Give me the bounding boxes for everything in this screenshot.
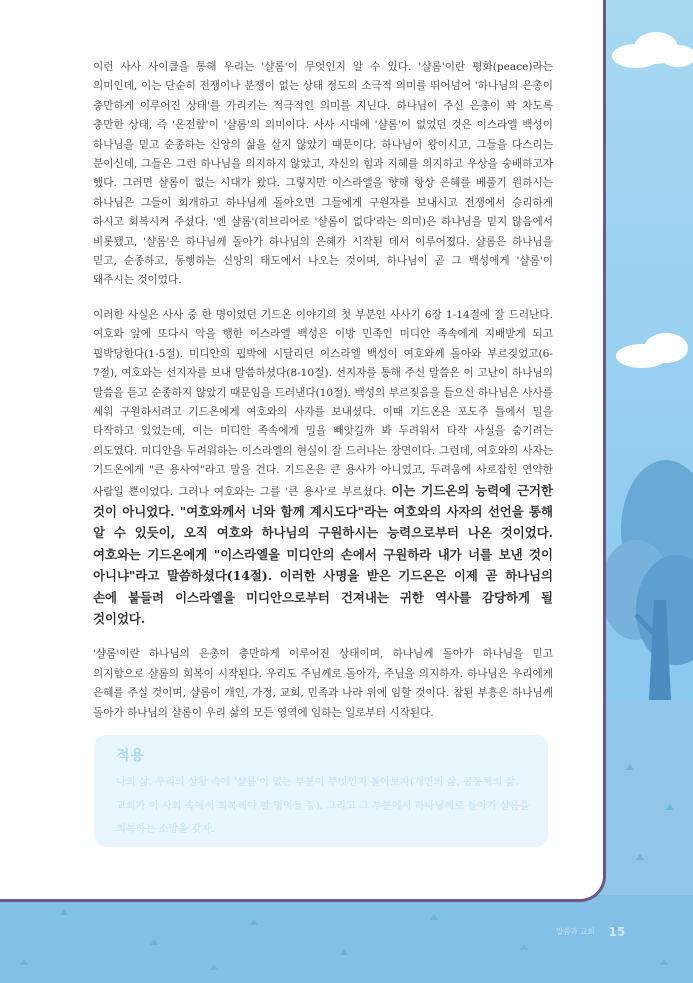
paragraph: 이런 사사 사이클을 통해 우리는 '샬롬'이 무엇인지 알 수 있다. '샬롬'이란 평화(peace)라는 의미인데, 이는 단순히 전쟁이나 분쟁이 없는 상태 정도의 소극적 의미를 뛰어넘어 '하나님의 은총이 충만하게 이루어진 상태'를 가리키는 적극적인 의미를 지닌다. 하나님이 주신 은총이 꽉 차도록 충만한 상태, 즉 '온전함'이 '샬롬'의 의미이다. 사사 시대에 '샬롬'이 없었던 것은 이스라엘 백성이 하나님을 믿고 순종하는 신앙의 삶을 살지 않았기 때문이다. 하나님이 왕이시고, 그들을 다스리는 분이신데, 그들은 그런 하나님을 의지하지 않았고, 자신의 힘과 지혜를 의지하고 우상을 숭배하고자 했다. 그러면 샬롬이 없는 시대가 왔다. 그렇지만 이스라엘을 향해 항상 은혜를 베풀기 원하시는 하나님은 그들이 회개하고 하나님께 돌아오면 그들에게 구원자를 보내시고 전쟁에서 승리하게 하시고 회복시켜 주셨다. '엔 샬롬'(히브리어로 '샬롬이 없다'라는 의미)은 하나님을 믿지 않음에서 비롯됐고, '샬롬'은 하나님께 돌아가 하나님의 은혜가 시작된 데서 이루어졌다. 샬롬은 하나님을 믿고, 순종하고, 동행하는 신앙의 태도에서 나오는 것이며, 하나님이 곧 그 백성에게 '샬롬'이 돼주시는 것이었다. (93, 61, 553, 287)
page-footer (556, 921, 625, 940)
paragraph-text: 이러한 사실은 사사 중 한 명이었던 기드온 이야기의 첫 부분인 사사기 6장 1-14절에 잘 드러난다. 여호와 앞에 또다시 악을 행한 이스라엘 백성은 이방 민족인 미디안 족속에게 지배받게 되고 핍박당한다(1-5절). 미디안의 핍박에 시달리던 이스라엘 백성이 여호와께 돌아와 부르짖었고(6-7절), 여호와는 선지자를 보내 말씀하셨다(8-10절). 선지자를 통해 주신 말씀은 이 고난이 하나님의 말씀을 듣고 순종하지 않았기 때문임을 드러낸다(10절). 백성의 부르짖음을 들으신 하나님은 사사를 세워 구원하시려고 기드온에게 여호와의 사자를 보내셨다. 이때 기드온은 포도주 틀에서 밀을 타작하고 있었는데, 이는 미디안 족속에게 밀을 빼앗길까 봐 두려워서 타작 사실을 숨기려는 의도였다. 미디안을 두려워하는 이스라엘의 현실이 잘 드러나는 장면이다. 그런데, 여호와의 사자는 기드온에게 "큰 용사여"라고 말을 건다. 기드온은 큰 용사가 아니었고, 두려움에 사로잡힌 연약한 사람일 뿐이었다. 그러나 여호와는 그를 '큰 용사'로 부르셨다. (93, 308, 553, 498)
cloud-illustration (606, 330, 693, 370)
application-title: 적용 (116, 748, 146, 764)
tree-illustration (606, 440, 693, 740)
cloud-illustration (606, 30, 693, 70)
grass-decoration (606, 750, 693, 890)
footer-text: 말씀과 교회 · (556, 927, 600, 936)
paragraph-emphasis: 이는 기드온의 능력에 근거한 것이 아니었다. "여호와께서 너와 함께 계시도다"라는 여호와의 사자의 선언을 통해 알 수 있듯이, 오직 여호와 하나님의 구원하시는 능력으로부터 나온 것이었다. 여호와는 기드온에게 "이스라엘을 미디안의 손에서 구원하라 내가 너를 보낸 것이 아니냐"라고 말씀하셨다(14절). 이러한 사명을 받은 기드온은 이제 곧 하나님의 손에 붙들려 이스라엘을 미디안으로부터 건져내는 귀한 역사를 감당하게 될 것이었다. (93, 482, 553, 626)
article-body (93, 58, 553, 738)
application-box (94, 735, 548, 847)
grass-decoration (0, 905, 693, 983)
page-number: 15 (608, 924, 626, 939)
paragraph: '샬롬'이란 하나님의 은총이 충만하게 이루어진 상태이며, 하나님께 돌아가 하나님을 믿고 의지함으로 샬롬의 회복이 시작된다. 우리도 주님께로 돌아가, 주님을 의지하자. 하나님은 우리에게 은혜를 주실 것이며, 샬롬이 개인, 가정, 교회, 민족과 나라 위에 임할 것이다. 참된 부흥은 하나님께 돌아가 하나님의 샬롬이 우리 삶의 모든 영역에 임하는 일로부터 시작된다. (93, 648, 553, 719)
paragraph (93, 306, 553, 631)
application-text: 나의 삶, 우리의 상황 속에 '샬롬'이 없는 부분이 무엇인지 돌아보자(개인의 삶, 공동체의 삶, 교회가 이 사회 속에서 회복해야 할 영역들 등). 그리고 그 부분에서 하나님께로 돌아가 샬롬을 회복하는 소망을 갖자. (116, 777, 530, 836)
